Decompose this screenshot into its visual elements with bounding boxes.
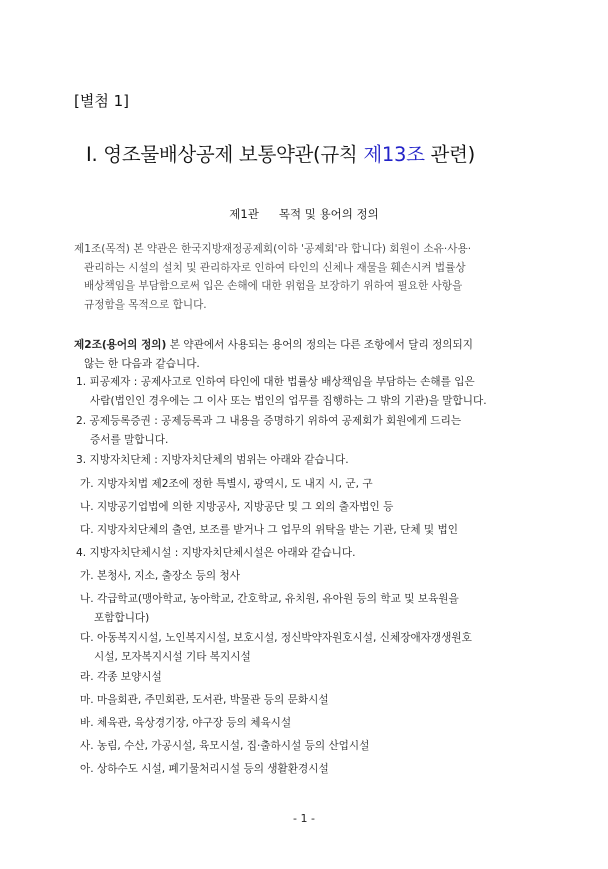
chapter-number: 제1관 (229, 207, 259, 221)
sub-item-4-a (80, 760, 536, 779)
article-1 (74, 240, 534, 314)
sub-item-line: 가. 지방자치법 제2조에 정한 특별시, 광역시, 도 내지 시, 군, 구 (80, 478, 373, 490)
sub-item-4-ba (80, 714, 536, 733)
sub-item-line: 포함합니다) (94, 611, 150, 624)
sub-item-line: 아. 상하수도 시설, 폐기물처리시설 등의 생활환경시설 (80, 763, 329, 775)
article-1-line: 규정함을 목적으로 합니다. (84, 298, 207, 311)
sub-item-line: 마. 마을회관, 주민회관, 도서관, 박물관 등의 문화시설 (80, 694, 329, 706)
article-2 (74, 336, 534, 373)
page-number: - 1 - (293, 812, 315, 825)
sub-item-line: 시설, 모자복지시설 기타 복지시설 (94, 650, 251, 663)
definition-item-1 (76, 373, 536, 410)
sub-item-line: 나. 지방공기업법에 의한 지방공사, 지방공단 및 그 외의 출자법인 등 (80, 501, 394, 513)
sub-item-3-na (80, 498, 536, 517)
article-1-heading: 제1조(목적) (74, 243, 130, 255)
annex-label: [별첨 1] (74, 92, 129, 110)
article-1-line: 배상책임을 부담함으로써 입은 손해에 대한 위험을 보장하기 위하여 필요한 사항을 (84, 280, 463, 292)
chapter-heading (0, 206, 608, 222)
sub-item-line: 라. 각종 보양시설 (80, 671, 162, 683)
sub-item-line: 가. 본청사, 지소, 출장소 등의 청사 (80, 570, 240, 582)
chapter-name: 목적 및 용어의 정의 (278, 207, 379, 221)
definition-line: 4. 지방자치단체시설 : 지방자치단체시설은 아래와 같습니다. (76, 547, 356, 559)
sub-item-line: 다. 아동복지시설, 노인복지시설, 보호시설, 정신박약자원호시설, 신체장애자갱생원호 (80, 632, 472, 644)
sub-item-3-ga (80, 475, 536, 494)
sub-item-line: 바. 체육관, 육상경기장, 야구장 등의 체육시설 (80, 717, 292, 729)
document-title (86, 139, 475, 167)
sub-item-4-da (80, 629, 536, 666)
title-article-reference: 제13조 (363, 143, 425, 166)
title-prefix: Ⅰ. 영조물배상공제 보통약관(규칙 (86, 143, 364, 166)
article-2-line (74, 336, 534, 355)
sub-item-3-da (80, 521, 536, 540)
definition-line: 1. 피공제자 : 공제사고로 인하여 타인에 대한 법률상 배상책임을 부담하는 손해를 입은 (76, 376, 475, 388)
article-2-heading: 제2조(용어의 정의) (74, 339, 167, 351)
title-suffix: 관련) (424, 143, 475, 166)
definition-item-3 (76, 451, 536, 470)
article-2-line: 않는 한 다음과 같습니다. (84, 357, 200, 370)
sub-item-4-sa (80, 737, 536, 756)
article-1-text: 본 약관은 한국지방재정공제회(이하 '공제회'라 합니다) 회원이 소유·사용· (129, 243, 472, 255)
article-1-line: 관리하는 시설의 설치 및 관리하자로 인하여 타인의 신체나 재물을 훼손시켜 법률상 (84, 261, 466, 274)
definition-item-4 (76, 544, 536, 563)
definition-line: 사람(법인인 경우에는 그 이사 또는 법인의 업무를 집행하는 그 밖의 기관)을 말합니다. (90, 394, 487, 407)
sub-item-4-ga (80, 567, 536, 586)
sub-item-line: 나. 각급학교(맹아학교, 농아학교, 간호학교, 유치원, 유아원 등의 학교 및 보육원을 (80, 593, 459, 605)
definition-line: 2. 공제등록증권 : 공제등록과 그 내용을 증명하기 위하여 공제회가 회원에게 드리는 (76, 415, 462, 427)
sub-item-line: 다. 지방자치단체의 출연, 보조를 받거나 그 업무의 위탁을 받는 기관, 단체 및 법인 (80, 524, 458, 536)
sub-item-4-ma (80, 691, 536, 710)
definition-line: 증서를 말합니다. (90, 433, 169, 446)
article-1-line (74, 240, 534, 259)
definition-line: 3. 지방자치단체 : 지방자치단체의 범위는 아래와 같습니다. (76, 454, 349, 466)
sub-item-4-ra (80, 668, 536, 687)
article-2-text: 본 약관에서 사용되는 용어의 정의는 다른 조항에서 달리 정의되지 (166, 339, 474, 351)
sub-item-4-na (80, 590, 536, 627)
sub-item-line: 사. 농림, 수산, 가공시설, 육모시설, 집·출하시설 등의 산업시설 (80, 740, 370, 752)
definition-item-2 (76, 412, 536, 449)
